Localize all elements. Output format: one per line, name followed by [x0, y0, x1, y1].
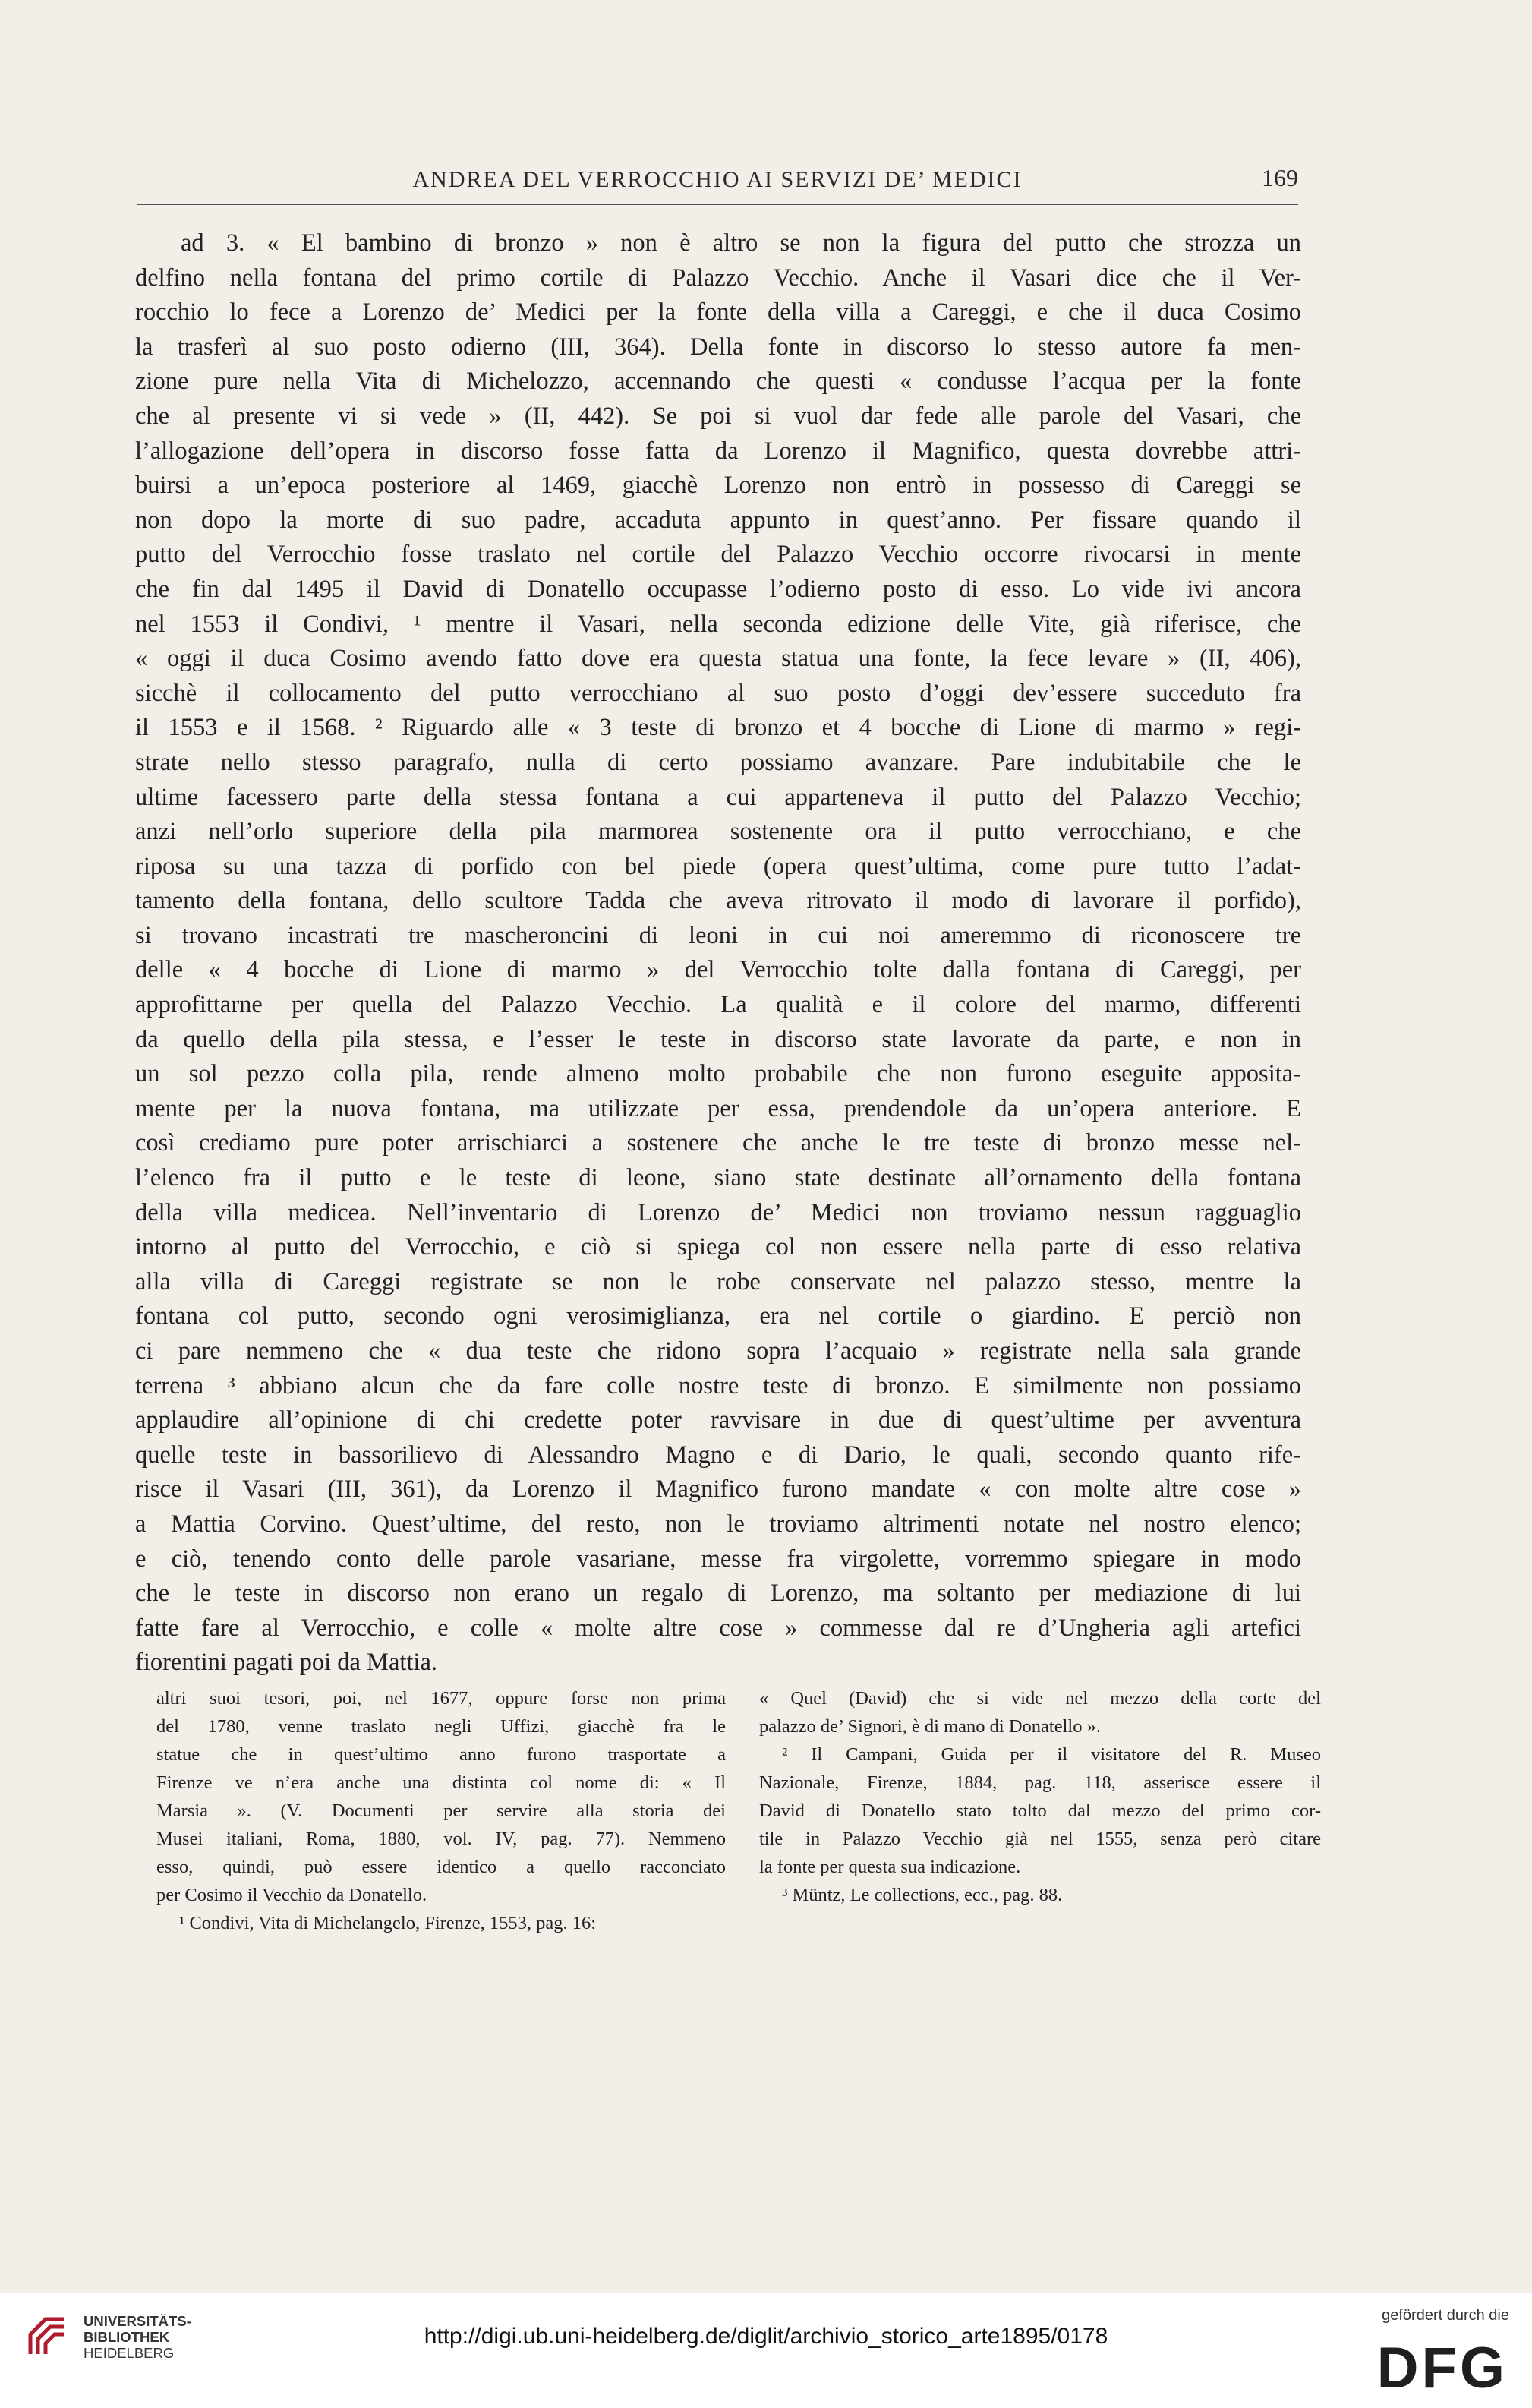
viewer-footer [0, 2293, 1532, 2408]
footnote-line: esso, quindi, può essere identico a quello racconciato [156, 1857, 726, 1877]
text-line: strate nello stesso paragrafo, nulla di certo possiamo avanzare. Pare indubitabile che le [135, 748, 1301, 776]
library-name-line2: BIBLIOTHEK [84, 2329, 170, 2345]
text-line: « oggi il duca Cosimo avendo fatto dove era questa statua una fonte, la fece levare » (II, 406), [135, 645, 1301, 673]
text-line: terrena ³ abbiano alcun che da fare colle nostre teste di bronzo. E similmente non possiamo [135, 1371, 1301, 1400]
text-line: il 1553 e il 1568. ² Riguardo alle « 3 teste di bronzo et 4 bocche di Lione di marmo » regi- [135, 714, 1301, 742]
text-line: delfino nella fontana del primo cortile di Palazzo Vecchio. Anche il Vasari dice che il Ver- [135, 264, 1301, 292]
funded-by-label: gefördert durch die [1382, 2307, 1509, 2324]
text-line: l’elenco fra il putto e le teste di leone, siano state destinate all’ornamento della fontana [135, 1164, 1301, 1192]
footnotes-left-column [156, 1684, 726, 1937]
text-line: non dopo la morte di suo padre, accaduta appunto in quest’anno. Per fissare quando il [135, 506, 1301, 534]
text-line: a Mattia Corvino. Quest’ultime, del resto, non le troviamo altrimenti notate nel nostro elenco; [135, 1510, 1301, 1538]
footnote-line: ³ Müntz, Le collections, ecc., pag. 88. [782, 1885, 1063, 1905]
page-number: 169 [1262, 164, 1298, 191]
text-line: l’allogazione dell’opera in discorso fosse fatta da Lorenzo il Magnifico, questa dovrebbe attri- [135, 437, 1301, 465]
text-line: tamento della fontana, dello scultore Tadda che aveva ritrovato il modo di lavorare il porfido), [135, 887, 1301, 915]
footnote-line: Nazionale, Firenze, 1884, pag. 118, asserisce essere il [759, 1772, 1321, 1793]
library-name-line1: UNIVERSITÄTS- [84, 2313, 191, 2329]
dfg-logo [1365, 2339, 1509, 2392]
text-line: fiorentini pagati poi da Mattia. [135, 1649, 438, 1677]
text-line: fontana col putto, secondo ogni verosimiglianza, era nel cortile o giardino. E perciò non [135, 1302, 1301, 1330]
footnote-line: tile in Palazzo Vecchio già nel 1555, senza però citare [759, 1829, 1321, 1849]
main-text [135, 226, 1301, 1681]
footnote-line: altri suoi tesori, poi, nel 1677, oppure forse non prima [156, 1688, 726, 1709]
footnote-line: ² Il Campani, Guida per il visitatore del R. Museo [782, 1744, 1321, 1765]
dfg-logo-text: DFG [1376, 2339, 1508, 2392]
text-line: sicchè il collocamento del putto verrocchiano al suo posto d’oggi dev’essere succeduto fra [135, 679, 1301, 707]
footnote-line: Musei italiani, Roma, 1880, vol. IV, pag. 77). Nemmeno [156, 1829, 726, 1849]
text-line: risce il Vasari (III, 361), da Lorenzo il Magnifico furono mandate « con molte altre cose » [135, 1475, 1301, 1504]
text-line: zione pure nella Vita di Michelozzo, accennando che questi « condusse l’acqua per la fonte [135, 368, 1301, 396]
text-line: buirsi a un’epoca posteriore al 1469, giacchè Lorenzo non entrò in possesso di Careggi se [135, 472, 1301, 500]
footnote-line: Marsia ». (V. Documenti per servire alla storia dei [156, 1800, 726, 1821]
footnote-line: David di Donatello stato tolto dal mezzo del primo cor- [759, 1800, 1321, 1821]
text-line: che le teste in discorso non erano un regalo di Lorenzo, ma soltanto per mediazione di lui [135, 1580, 1301, 1608]
footnote-line: la fonte per questa sua indicazione. [759, 1857, 1021, 1877]
text-line: alla villa di Careggi registrate se non le robe conservate nel palazzo stesso, mentre la [135, 1267, 1301, 1296]
text-line: ad 3. « El bambino di bronzo » non è altro se non la figura del putto che strozza un [181, 229, 1301, 257]
footnote-line: per Cosimo il Vecchio da Donatello. [156, 1885, 427, 1905]
text-line: si trovano incastrati tre mascheroncini di leoni in cui noi ameremmo di riconoscere tre [135, 921, 1301, 949]
text-line: che al presente vi si vede » (II, 442). Se poi si vuol dar fede alle parole del Vasari, che [135, 402, 1301, 430]
text-line: che fin dal 1495 il David di Donatello occupasse l’odierno posto di esso. Lo vide ivi ancora [135, 575, 1301, 603]
text-line: delle « 4 bocche di Lione di marmo » del Verrocchio tolte dalla fontana di Careggi, per [135, 956, 1301, 984]
library-name-line3: HEIDELBERG [84, 2345, 175, 2361]
text-line: approfittarne per quella del Palazzo Vecchio. La qualità e il colore del marmo, differenti [135, 991, 1301, 1019]
footnote-line: statue che in quest’ultimo anno furono trasportate a [156, 1744, 726, 1765]
footnote-line: ¹ Condivi, Vita di Michelangelo, Firenze, 1553, pag. 16: [179, 1913, 597, 1933]
page-header [137, 158, 1298, 205]
text-line: della villa medicea. Nell’inventario di Lorenzo de’ Medici non troviamo nessun ragguaglio [135, 1198, 1301, 1226]
text-line: putto del Verrocchio fosse traslato nel cortile del Palazzo Vecchio occorre rivocarsi in mente [135, 541, 1301, 569]
footnote-line: Firenze ve n’era anche una distinta col nome di: « Il [156, 1772, 726, 1793]
text-line: ci pare nemmeno che « dua teste che ridono sopra l’acquaio » registrate nella sala grande [135, 1337, 1301, 1365]
text-line: riposa su una tazza di porfido con bel piede (opera quest’ultima, come pure tutto l’adat- [135, 852, 1301, 880]
text-line: applaudire all’opinione di chi credette poter ravvisare in due di quest’ultime per avventura [135, 1406, 1301, 1434]
text-line: intorno al putto del Verrocchio, e ciò si spiega col non essere nella parte di esso relativa [135, 1233, 1301, 1261]
text-line: ultime facessero parte della stessa fontana a cui apparteneva il putto del Palazzo Vecchio; [135, 783, 1301, 811]
text-line: e ciò, tenendo conto delle parole vasariane, messe fra virgolette, vorremmo spiegare in modo [135, 1545, 1301, 1573]
footnote-line: « Quel (David) che si vide nel mezzo della corte del [759, 1688, 1321, 1709]
text-line: nel 1553 il Condivi, ¹ mentre il Vasari, nella seconda edizione delle Vite, già riferisce, che [135, 610, 1301, 638]
footnotes-right-column [759, 1684, 1321, 1909]
text-line: rocchio lo fece a Lorenzo de’ Medici per la fonte della villa a Careggi, e che il duca Cosimo [135, 298, 1301, 327]
text-line: anzi nell’orlo superiore della pila marmorea sostenente ora il putto verrocchiano, e che [135, 818, 1301, 846]
running-head: ANDREA DEL VERROCCHIO AI SERVIZI DE’ MEDICI [412, 167, 1023, 192]
text-line: così crediamo pure poter arrischiarci a sostenere che anche le tre teste di bronzo messe nel- [135, 1129, 1301, 1157]
permalink-url[interactable]: http://digi.ub.uni-heidelberg.de/diglit/archivio_storico_arte1895/0178 [424, 2324, 1108, 2349]
footnote-line: del 1780, venne traslato negli Uffizi, giacchè fra le [156, 1716, 726, 1737]
text-line: quelle teste in bassorilievo di Alessandro Magno e di Dario, le quali, secondo quanto rife- [135, 1441, 1301, 1469]
text-line: mente per la nuova fontana, ma utilizzate per essa, prendendole da un’opera anteriore. E [135, 1094, 1301, 1122]
text-line: fatte fare al Verrocchio, e colle « molte altre cose » commesse dal re d’Ungheria agli artefici [135, 1614, 1301, 1642]
text-line: da quello della pila stessa, e l’esser le teste in discorso state lavorate da parte, e non in [135, 1025, 1301, 1053]
text-line: un sol pezzo colla pila, rende almeno molto probabile che non furono eseguite apposita- [135, 1060, 1301, 1088]
text-line: la trasferì al suo posto odierno (III, 364). Della fonte in discorso lo stesso autore fa men- [135, 333, 1301, 361]
footnote-line: palazzo de’ Signori, è di mano di Donatello ». [759, 1716, 1101, 1737]
